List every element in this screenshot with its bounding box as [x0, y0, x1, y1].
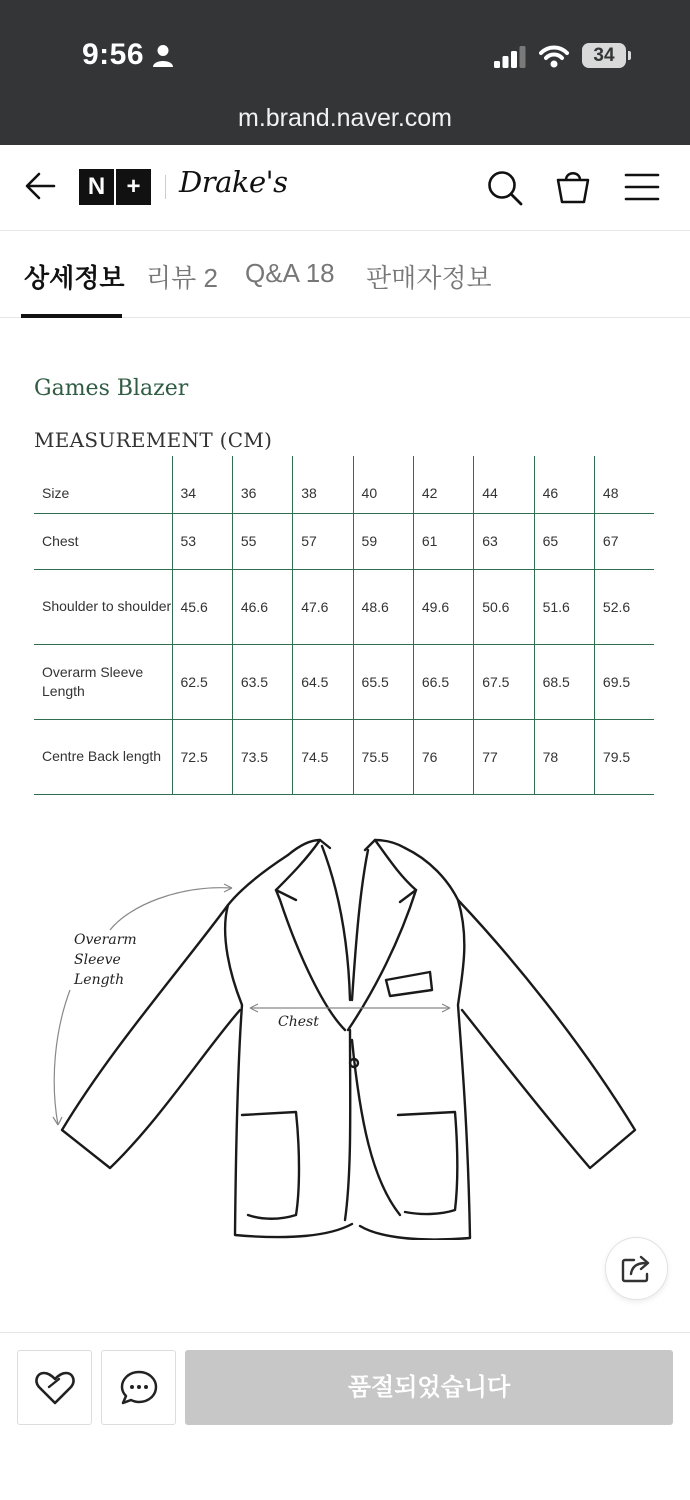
chest-label: Chest [278, 1014, 319, 1030]
shoulder-cell: 48.6 [353, 569, 413, 644]
shoulder-cell: 49.6 [413, 569, 473, 644]
size-table [34, 456, 654, 795]
sleeve-cell: 69.5 [594, 644, 654, 719]
chest-cell: 61 [413, 513, 473, 569]
clock-time: 9:56 [82, 38, 145, 71]
size-cell: 48 [594, 456, 654, 513]
size-row [34, 456, 654, 513]
back-length-cell: 72.5 [172, 719, 232, 794]
naver-plus-logo[interactable] [79, 169, 151, 205]
search-icon[interactable] [486, 169, 524, 207]
sleeve-label-line-3: Length [74, 972, 125, 988]
bottom-action-bar [0, 1332, 690, 1500]
sleeve-cell: 66.5 [413, 644, 473, 719]
sleeve-cell: 62.5 [172, 644, 232, 719]
product-title: Games Blazer [34, 376, 189, 401]
size-cell: 46 [534, 456, 594, 513]
chat-bubble-icon [119, 1369, 159, 1407]
blazer-measurement-diagram [40, 820, 650, 1240]
sleeve-cell: 67.5 [474, 644, 534, 719]
chest-cell: 57 [293, 513, 353, 569]
app-header [0, 145, 690, 231]
back-length-cell: 75.5 [353, 719, 413, 794]
browser-url[interactable]: m.brand.naver.com [238, 104, 452, 132]
person-icon [152, 44, 174, 68]
measurement-heading: MEASUREMENT (CM) [34, 428, 273, 452]
sleeve-label-line-1: Overarm [74, 932, 137, 948]
sleeve-label-line-2: Sleeve [74, 952, 121, 968]
wishlist-button[interactable] [17, 1350, 92, 1425]
cellular-signal-icon [494, 46, 526, 68]
chat-button[interactable] [101, 1350, 176, 1425]
shoulder-cell: 51.6 [534, 569, 594, 644]
sold-out-button[interactable]: 품절되었습니다 [185, 1350, 673, 1425]
share-button[interactable] [605, 1237, 668, 1300]
back-length-cell: 73.5 [232, 719, 292, 794]
hamburger-menu-icon[interactable] [624, 172, 660, 202]
shoulder-cell: 47.6 [293, 569, 353, 644]
back-length-cell: 74.5 [293, 719, 353, 794]
size-cell: 42 [413, 456, 473, 513]
battery-indicator: 34 [582, 43, 626, 68]
size-cell: 44 [474, 456, 534, 513]
back-arrow-icon[interactable] [24, 169, 58, 203]
product-tabs [0, 232, 690, 318]
sleeve-cell: 64.5 [293, 644, 353, 719]
row-label-chest: Chest [34, 513, 172, 569]
shopping-bag-icon[interactable] [555, 167, 591, 205]
back-length-cell: 78 [534, 719, 594, 794]
nplus-logo-n: N [79, 169, 116, 205]
logo-divider [165, 175, 166, 199]
chest-cell: 55 [232, 513, 292, 569]
size-cell: 38 [293, 456, 353, 513]
row-label-sleeve: Overarm Sleeve Length [34, 644, 172, 719]
shoulder-cell: 46.6 [232, 569, 292, 644]
tab-detail[interactable]: 상세정보 [24, 263, 125, 293]
sleeve-cell: 65.5 [353, 644, 413, 719]
active-tab-indicator [21, 314, 122, 318]
size-cell: 36 [232, 456, 292, 513]
sleeve-row [34, 644, 654, 719]
back-length-cell: 77 [474, 719, 534, 794]
shoulder-cell: 45.6 [172, 569, 232, 644]
back-length-row [34, 719, 654, 794]
chest-cell: 63 [474, 513, 534, 569]
chest-cell: 67 [594, 513, 654, 569]
back-length-cell: 79.5 [594, 719, 654, 794]
nplus-logo-plus: + [126, 173, 141, 200]
chest-cell: 59 [353, 513, 413, 569]
status-bar [0, 0, 690, 145]
chest-cell: 65 [534, 513, 594, 569]
size-cell: 34 [172, 456, 232, 513]
shoulder-row [34, 569, 654, 644]
wifi-icon [539, 44, 569, 68]
tab-qna[interactable]: Q&A 18 [245, 258, 335, 288]
row-label-shoulder: Shoulder to shoulder [34, 569, 172, 644]
chest-row [34, 513, 654, 569]
heart-icon [34, 1369, 76, 1407]
row-label-size: Size [34, 456, 172, 513]
tab-seller-info[interactable]: 판매자정보 [366, 263, 492, 293]
shoulder-cell: 52.6 [594, 569, 654, 644]
row-label-back-length: Centre Back length [34, 719, 172, 794]
brand-logo[interactable]: Drake's [179, 165, 288, 199]
back-length-cell: 76 [413, 719, 473, 794]
sleeve-cell: 63.5 [232, 644, 292, 719]
tab-reviews[interactable]: 리뷰 2 [146, 263, 218, 293]
shoulder-cell: 50.6 [474, 569, 534, 644]
size-cell: 40 [353, 456, 413, 513]
sleeve-cell: 68.5 [534, 644, 594, 719]
share-icon [620, 1254, 654, 1284]
chest-cell: 53 [172, 513, 232, 569]
battery-tip [628, 51, 631, 60]
